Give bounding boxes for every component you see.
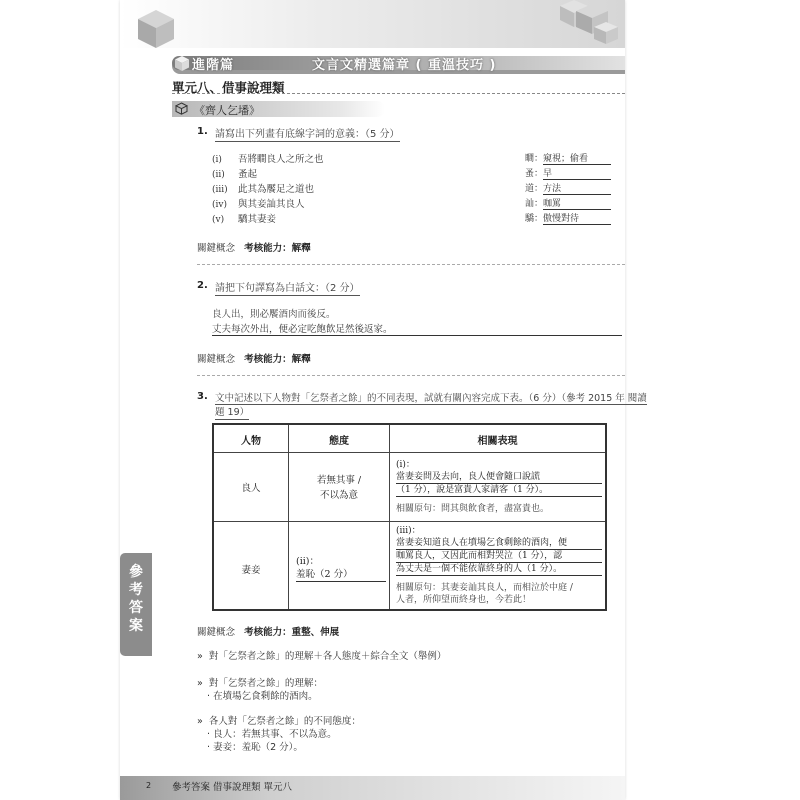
q3-concept: 關鍵概念 考核能力：重整、伸展 bbox=[197, 627, 340, 638]
banner-section: 進階篇 bbox=[192, 58, 235, 73]
q1-item-1: (i) 吾將瞷良人之所之也 bbox=[212, 154, 324, 165]
cube-decoration-icon bbox=[134, 8, 178, 50]
answer-table bbox=[212, 423, 607, 611]
q2-concept: 關鍵概念 考核能力：解釋 bbox=[197, 354, 311, 365]
table-row2-performance: (iii)： 當妻妾知道良人在墳場乞食剩餘的酒肉，便 咖罵良人，又因此而相對哭泣（1 分），認 為丈夫是一個不能依靠終身的人（1 分）。 相關原句：其妻妾訕其良人，而相泣於中庭 / 人者，所仰望而終身也，今若此！ bbox=[396, 525, 602, 606]
table-row1-attitude: 若無其事 / 不以為意 bbox=[316, 475, 362, 501]
q1-answer-2: 蚤：早 bbox=[525, 166, 611, 180]
table-header-attitude: 態度 bbox=[329, 436, 349, 447]
banner-title: 文言文精選篇章 ( 重溫技巧 ) bbox=[312, 58, 497, 73]
q2-number: 2. bbox=[197, 280, 208, 291]
note-3-sub-2: ‧ 妻妾：羞恥（2 分）。 bbox=[207, 742, 303, 753]
cube-icon bbox=[174, 55, 190, 72]
q3-prompt-line1: 文中記述以下人物對「乞祭者之餘」的不同表現，試就有關內容完成下表。（6 分）（參考 2015 年 閱讀 bbox=[215, 393, 647, 404]
q2-prompt: 請把下句譯寫為白話文：（2 分） bbox=[215, 279, 360, 296]
divider bbox=[197, 264, 625, 265]
side-tab bbox=[120, 553, 152, 656]
lesson-title: 《齊人乞墦》 bbox=[194, 104, 260, 117]
table-header-person: 人物 bbox=[241, 436, 261, 447]
cubes-decoration-icon bbox=[556, 0, 622, 48]
note-2-sub-1: ‧ 在墳場乞食剩餘的酒肉。 bbox=[207, 691, 318, 702]
q1-prompt: 請寫出下列畫有底線字詞的意義：（5 分） bbox=[215, 125, 400, 142]
divider bbox=[197, 375, 625, 376]
q1-number: 1. bbox=[197, 126, 208, 137]
q2-answer: 丈夫每次外出，便必定吃飽飲足然後返家。 bbox=[212, 321, 622, 336]
cube-outline-icon bbox=[175, 102, 188, 115]
table-row1-person: 良人 bbox=[241, 483, 261, 494]
section-banner bbox=[172, 54, 625, 74]
header-band bbox=[120, 0, 625, 48]
footer-text: 參考答案 借事說理類 單元八 bbox=[172, 782, 293, 793]
q2-source: 良人出，則必饜酒肉而後反。 bbox=[212, 309, 336, 320]
note-3-sub-1: ‧ 良人：若無其事、不以為意。 bbox=[207, 729, 337, 740]
lesson-tag bbox=[172, 101, 385, 117]
q1-answer-4: 訕：咖罵 bbox=[525, 196, 611, 210]
side-tab-label: 參考答案 bbox=[129, 564, 143, 634]
note-3: » 各人對「乞祭者之餘」的不同態度： bbox=[197, 716, 361, 727]
note-1: » 對「乞祭者之餘」的理解＋各人態度＋綜合全文（舉例） bbox=[197, 651, 447, 662]
divider bbox=[172, 93, 625, 94]
q3-number: 3. bbox=[197, 391, 208, 402]
note-2: » 對「乞祭者之餘」的理解： bbox=[197, 678, 323, 689]
unit-title: 單元八、借事說理類 bbox=[172, 80, 285, 95]
page-number: 2 bbox=[146, 781, 152, 790]
table-header-performance: 相關表現 bbox=[477, 436, 518, 447]
q1-answer-1: 瞷：窺視；偷看 bbox=[525, 151, 611, 165]
q1-item-2: (ii) 蚤起 bbox=[212, 169, 258, 180]
q1-item-5: (v) 驕其妻妾 bbox=[212, 214, 277, 225]
q1-item-4: (iv) 與其妾訕其良人 bbox=[212, 199, 305, 210]
q1-answer-5: 驕：傲慢對待 bbox=[525, 211, 611, 225]
q1-concept: 關鍵概念 考核能力：解釋 bbox=[197, 243, 311, 254]
table-row2-person: 妻妾 bbox=[241, 565, 261, 576]
table-row1-performance: (i)： 當妻妾問及去向，良人便會隨口說謊 （1 分），說是富貴人家請客（1 分）。 相關原句：問其與飲食者，盡富貴也。 bbox=[396, 459, 602, 515]
q1-item-3: (iii) 此其為饜足之道也 bbox=[212, 184, 315, 195]
answer-page bbox=[120, 0, 647, 800]
q3-prompt-line2: 題 19） bbox=[215, 404, 249, 420]
q1-answer-3: 道：方法 bbox=[525, 181, 611, 195]
table-row2-attitude: (ii)： 羞恥（2 分） bbox=[296, 555, 386, 582]
